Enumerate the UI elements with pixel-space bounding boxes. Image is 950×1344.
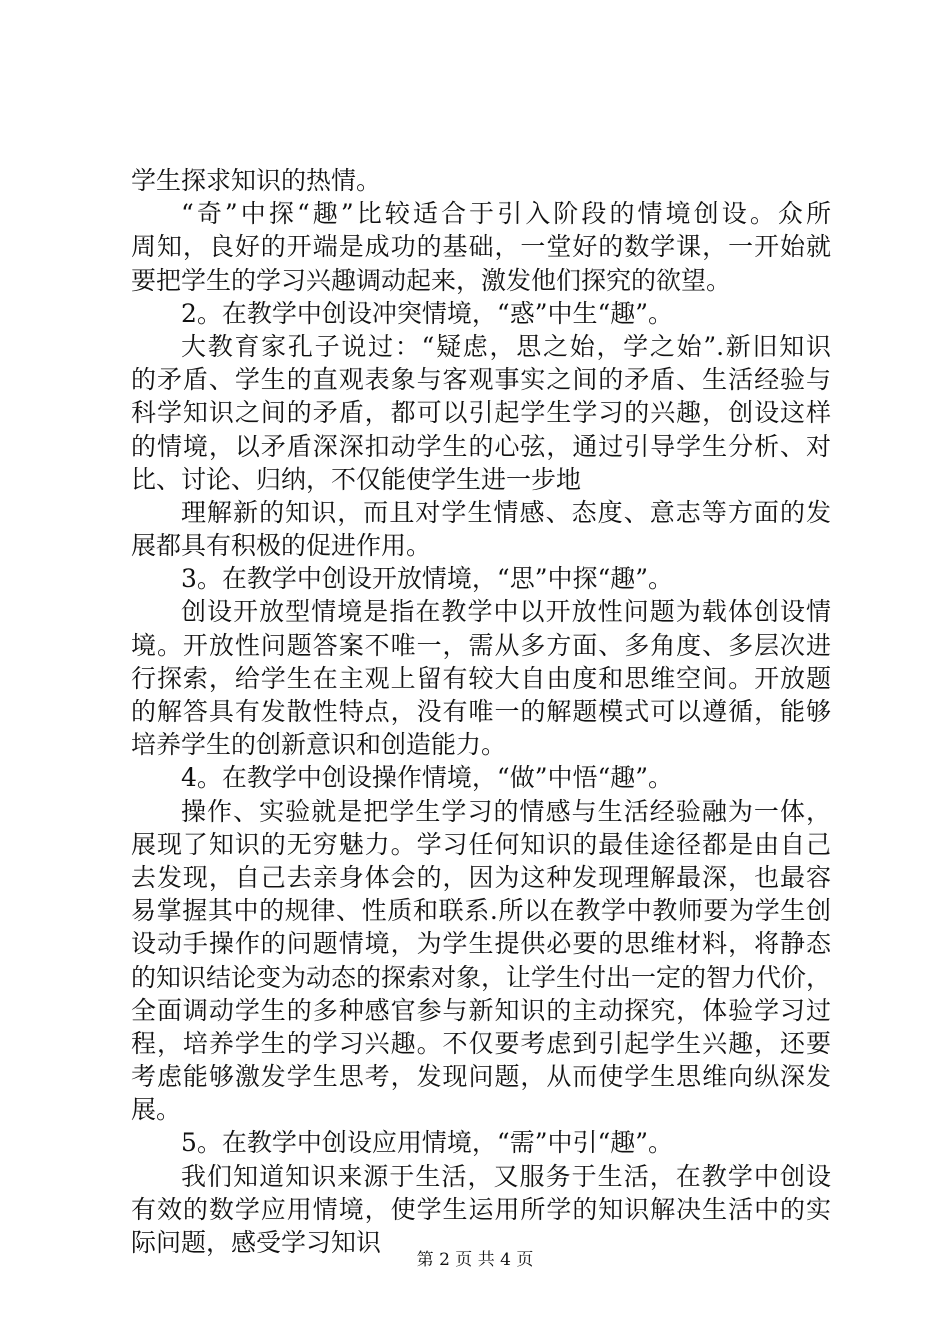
text-line: 境。开放性问题答案不唯一，需从多方面、多角度、多层次进 — [131, 630, 831, 660]
text-line: 周知，良好的开端是成功的基础，一堂好的数学课，一开始就 — [131, 232, 831, 262]
text-line: 的知识结论变为动态的探索对象，让学生付出一定的智力代价， — [131, 962, 832, 992]
text-line: 程，培养学生的学习兴趣。不仅要考虑到引起学生兴趣，还要 — [131, 1028, 831, 1058]
text-line: 的矛盾、学生的直观表象与客观事实之间的矛盾、生活经验与 — [131, 365, 831, 395]
text-line: 有效的数学应用情境，使学生运用所学的知识解决生活中的实 — [131, 1194, 831, 1224]
section-heading: 3。在教学中创设开放情境，“思”中探“趣”。 — [181, 564, 674, 594]
text-line: “奇”中探“趣”比较适合于引入阶段的情境创设。众所 — [181, 199, 831, 229]
text-line: 学生探求知识的热情。 — [131, 166, 382, 195]
text-line: 理解新的知识，而且对学生情感、态度、意志等方面的发 — [181, 497, 831, 527]
text-line: 行探索，给学生在主观上留有较大自由度和思维空间。开放题 — [131, 663, 831, 693]
text-line: 考虑能够激发学生思考，发现问题，从而使学生思维向纵深发 — [131, 1062, 831, 1092]
text-line: 全面调动学生的多种感官参与新知识的主动探究，体验学习过 — [131, 995, 831, 1025]
text-line: 培养学生的创新意识和创造能力。 — [131, 730, 507, 760]
text-line: 易掌握其中的规律、性质和联系.所以在教学中教师要为学生创 — [131, 896, 831, 926]
text-line: 去发现，自己去亲身体会的，因为这种发现理解最深，也最容 — [131, 862, 831, 892]
text-line: 比、讨论、归纳，不仅能使学生进一步地 — [131, 464, 582, 494]
section-heading: 5。在教学中创设应用情境，“需”中引“趣”。 — [181, 1128, 674, 1158]
section-heading: 2。在教学中创设冲突情境，“惑”中生“趣”。 — [181, 298, 674, 328]
text-line: 科学知识之间的矛盾，都可以引起学生学习的兴趣，创设这样 — [131, 398, 831, 428]
text-line: 我们知道知识来源于生活，又服务于生活，在教学中创设 — [181, 1161, 831, 1191]
document-body — [131, 164, 831, 1259]
text-line: 展现了知识的无穷魅力。学习任何知识的最佳途径都是由自己 — [131, 829, 831, 859]
text-line: 展都具有积极的促进作用。 — [131, 531, 432, 561]
text-line: 的情境，以矛盾深深扣动学生的心弦，通过引导学生分析、对 — [131, 431, 831, 461]
text-line: 操作、实验就是把学生学习的情感与生活经验融为一体， — [181, 796, 831, 826]
text-line: 展。 — [131, 1095, 182, 1125]
text-line: 创设开放型情境是指在教学中以开放性问题为载体创设情 — [181, 597, 831, 627]
text-line: 要把学生的学习兴趣调动起来，激发他们探究的欲望。 — [131, 265, 732, 295]
section-heading: 4。在教学中创设操作情境，“做”中悟“趣”。 — [181, 763, 674, 793]
text-line: 的解答具有发散性特点，没有唯一的解题模式可以遵循，能够 — [131, 697, 831, 726]
page-number-footer: 第 2 页 共 4 页 — [416, 1250, 534, 1270]
text-line: 设动手操作的问题情境，为学生提供必要的思维材料，将静态 — [131, 929, 831, 959]
text-line: 际问题，感受学习知识 — [131, 1228, 382, 1257]
text-line: 大教育家孔子说过：“疑虑，思之始，学之始”.新旧知识 — [181, 331, 831, 361]
